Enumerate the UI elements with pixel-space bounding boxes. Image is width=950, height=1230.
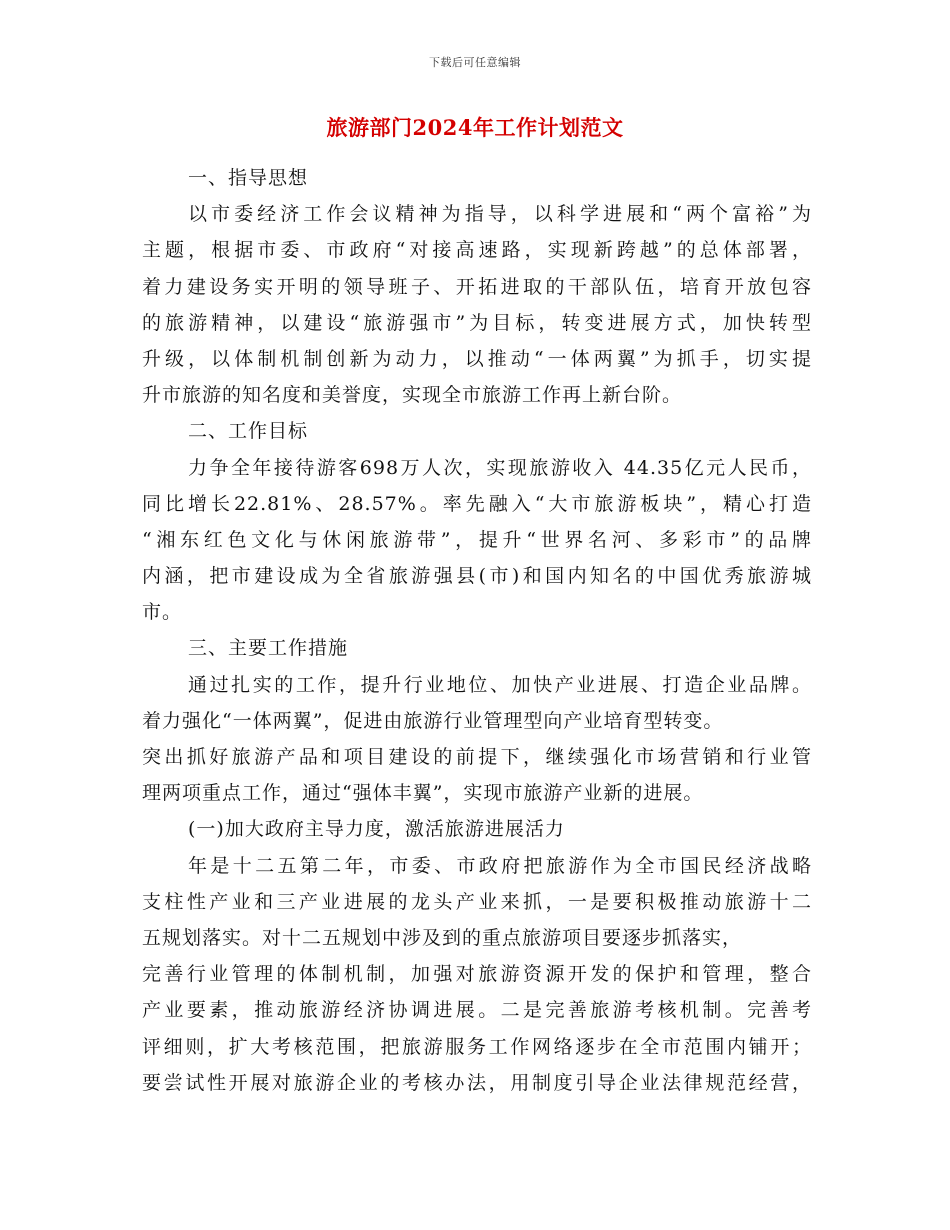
text-line: 五规划落实。对十二五规划中涉及到的重点旅游项目要逐步抓落实， bbox=[142, 926, 743, 949]
text-line: 通过扎实的工作，提升行业地位、加快产业进展、打造企业品牌。 bbox=[188, 673, 812, 696]
document-body bbox=[142, 160, 812, 1101]
text-line: 二、工作目标 bbox=[188, 420, 309, 443]
text-line: “湘东红色文化与休闲旅游带”，提升“世界名河、多彩市”的品牌 bbox=[142, 528, 812, 551]
text-line: 三、主要工作措施 bbox=[188, 637, 349, 660]
text-line: 市。 bbox=[142, 601, 183, 624]
text-line: 的旅游精神，以建设“旅游强市”为目标，转变进展方式，加快转型 bbox=[142, 311, 812, 334]
text-line: 升市旅游的知名度和美誉度，实现全市旅游工作再上新台阶。 bbox=[142, 384, 683, 407]
text-line: 完善行业管理的体制机制，加强对旅游资源开发的保护和管理，整合 bbox=[142, 963, 812, 986]
text-line: 着力建设务实开明的领导班子、开拓进取的干部队伍，培育开放包容 bbox=[142, 275, 812, 298]
text-line: 力争全年接待游客698万人次，实现旅游收入 44.35亿元人民币， bbox=[188, 456, 812, 479]
text-line: 以市委经济工作会议精神为指导，以科学进展和“两个富裕”为 bbox=[188, 203, 812, 226]
text-line: 产业要素，推动旅游经济协调进展。二是完善旅游考核机制。完善考 bbox=[142, 999, 812, 1022]
text-line: 理两项重点工作，通过“强体丰翼”，实现市旅游产业新的进展。 bbox=[142, 782, 704, 805]
text-line: 评细则，扩大考核范围，把旅游服务工作网络逐步在全市范围内铺开； bbox=[142, 1035, 812, 1058]
text-line: 要尝试性开展对旅游企业的考核办法，用制度引导企业法律规范经营， bbox=[142, 1071, 812, 1094]
text-line: 一、指导思想 bbox=[188, 167, 309, 189]
header-note: 下载后可任意编辑 bbox=[429, 56, 521, 69]
text-line: (一)加大政府主导力度，激活旅游进展活力 bbox=[188, 818, 565, 841]
document-title: 旅游部门2024年工作计划范文 bbox=[326, 115, 624, 140]
text-line: 同比增长22.81%、28.57%。率先融入“大市旅游板块”，精心打造 bbox=[142, 492, 812, 515]
text-line: 支柱性产业和三产业进展的龙头产业来抓，一是要积极推动旅游十二 bbox=[142, 890, 812, 913]
text-line: 着力强化“一体两翼”，促进由旅游行业管理型向产业培育型转变。 bbox=[142, 709, 724, 732]
text-line: 突出抓好旅游产品和项目建设的前提下，继续强化市场营销和行业管 bbox=[142, 746, 812, 768]
text-line: 升级，以体制机制创新为动力，以推动“一体两翼”为抓手，切实提 bbox=[142, 347, 812, 370]
text-line: 主题，根据市委、市政府“对接高速路，实现新跨越”的总体部署， bbox=[142, 239, 812, 262]
text-line: 内涵，把市建设成为全省旅游强县(市)和国内知名的中国优秀旅游城 bbox=[142, 565, 812, 588]
text-line: 年是十二五第二年，市委、市政府把旅游作为全市国民经济战略 bbox=[188, 854, 812, 877]
